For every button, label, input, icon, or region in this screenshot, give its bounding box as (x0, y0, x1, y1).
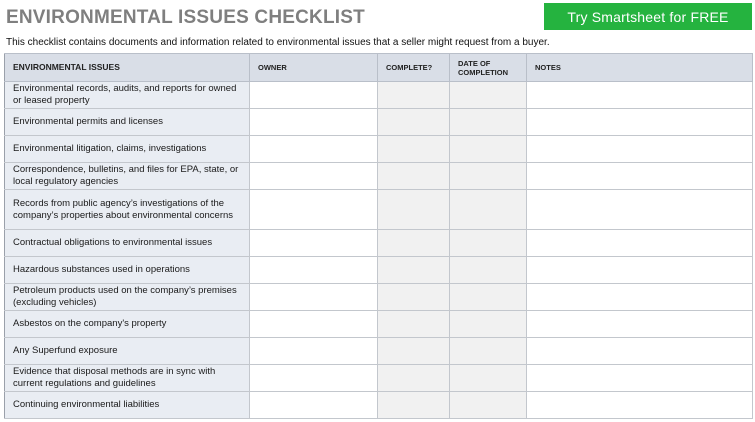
table-row (5, 82, 753, 109)
notes-cell[interactable] (527, 311, 753, 338)
date-cell[interactable] (450, 392, 527, 419)
table-row (5, 257, 753, 284)
owner-cell[interactable] (250, 136, 378, 163)
complete-cell[interactable] (378, 109, 450, 136)
date-cell[interactable] (450, 338, 527, 365)
notes-cell[interactable] (527, 284, 753, 311)
notes-cell[interactable] (527, 136, 753, 163)
date-cell[interactable] (450, 365, 527, 392)
table-row (5, 190, 753, 230)
date-cell[interactable] (450, 230, 527, 257)
owner-cell[interactable] (250, 311, 378, 338)
owner-cell[interactable] (250, 82, 378, 109)
table-row (5, 230, 753, 257)
table-row (5, 311, 753, 338)
notes-cell[interactable] (527, 392, 753, 419)
complete-cell[interactable] (378, 311, 450, 338)
notes-cell[interactable] (527, 190, 753, 230)
complete-cell[interactable] (378, 338, 450, 365)
table-row (5, 392, 753, 419)
issue-cell: Evidence that disposal methods are in sync with current regulations and guidelines (5, 365, 250, 392)
notes-cell[interactable] (527, 163, 753, 190)
owner-cell[interactable] (250, 230, 378, 257)
date-cell[interactable] (450, 257, 527, 284)
issue-cell: Environmental permits and licenses (5, 109, 250, 136)
owner-cell[interactable] (250, 163, 378, 190)
environmental-issues-table (4, 53, 753, 419)
date-cell[interactable] (450, 109, 527, 136)
complete-cell[interactable] (378, 392, 450, 419)
column-header-date-of-completion: DATE OF COMPLETION (450, 54, 527, 82)
date-cell[interactable] (450, 284, 527, 311)
issue-cell: Asbestos on the company's property (5, 311, 250, 338)
table-row (5, 338, 753, 365)
complete-cell[interactable] (378, 284, 450, 311)
table-header-row (5, 54, 753, 82)
issue-cell: Contractual obligations to environmental issues (5, 230, 250, 257)
issue-cell: Any Superfund exposure (5, 338, 250, 365)
notes-cell[interactable] (527, 109, 753, 136)
try-smartsheet-button[interactable]: Try Smartsheet for FREE (544, 3, 752, 30)
date-cell[interactable] (450, 82, 527, 109)
complete-cell[interactable] (378, 365, 450, 392)
checklist-description: This checklist contains documents and information related to environmental issues that a seller might request from a buyer. (6, 37, 550, 48)
date-cell[interactable] (450, 311, 527, 338)
issue-cell: Hazardous substances used in operations (5, 257, 250, 284)
date-cell[interactable] (450, 190, 527, 230)
notes-cell[interactable] (527, 365, 753, 392)
complete-cell[interactable] (378, 163, 450, 190)
table-row (5, 365, 753, 392)
table-row (5, 163, 753, 190)
notes-cell[interactable] (527, 338, 753, 365)
owner-cell[interactable] (250, 365, 378, 392)
column-header-notes: NOTES (527, 54, 753, 82)
notes-cell[interactable] (527, 257, 753, 284)
issue-cell: Petroleum products used on the company’s premises (excluding vehicles) (5, 284, 250, 311)
column-header-owner: OWNER (250, 54, 378, 82)
complete-cell[interactable] (378, 136, 450, 163)
column-header-issues: ENVIRONMENTAL ISSUES (5, 54, 250, 82)
issue-cell: Continuing environmental liabilities (5, 392, 250, 419)
owner-cell[interactable] (250, 190, 378, 230)
owner-cell[interactable] (250, 392, 378, 419)
complete-cell[interactable] (378, 257, 450, 284)
owner-cell[interactable] (250, 257, 378, 284)
notes-cell[interactable] (527, 82, 753, 109)
complete-cell[interactable] (378, 230, 450, 257)
page-title: ENVIRONMENTAL ISSUES CHECKLIST (6, 7, 365, 28)
issue-cell: Correspondence, bulletins, and files for EPA, state, or local regulatory agencies (5, 163, 250, 190)
owner-cell[interactable] (250, 338, 378, 365)
date-cell[interactable] (450, 163, 527, 190)
table-row (5, 136, 753, 163)
table-row (5, 109, 753, 136)
date-cell[interactable] (450, 136, 527, 163)
owner-cell[interactable] (250, 284, 378, 311)
issue-cell: Records from public agency’s investigations of the company’s properties about environmental concerns (5, 190, 250, 230)
issue-cell: Environmental litigation, claims, investigations (5, 136, 250, 163)
complete-cell[interactable] (378, 190, 450, 230)
issue-cell: Environmental records, audits, and reports for owned or leased property (5, 82, 250, 109)
notes-cell[interactable] (527, 230, 753, 257)
owner-cell[interactable] (250, 109, 378, 136)
column-header-complete: COMPLETE? (378, 54, 450, 82)
table-row (5, 284, 753, 311)
complete-cell[interactable] (378, 82, 450, 109)
